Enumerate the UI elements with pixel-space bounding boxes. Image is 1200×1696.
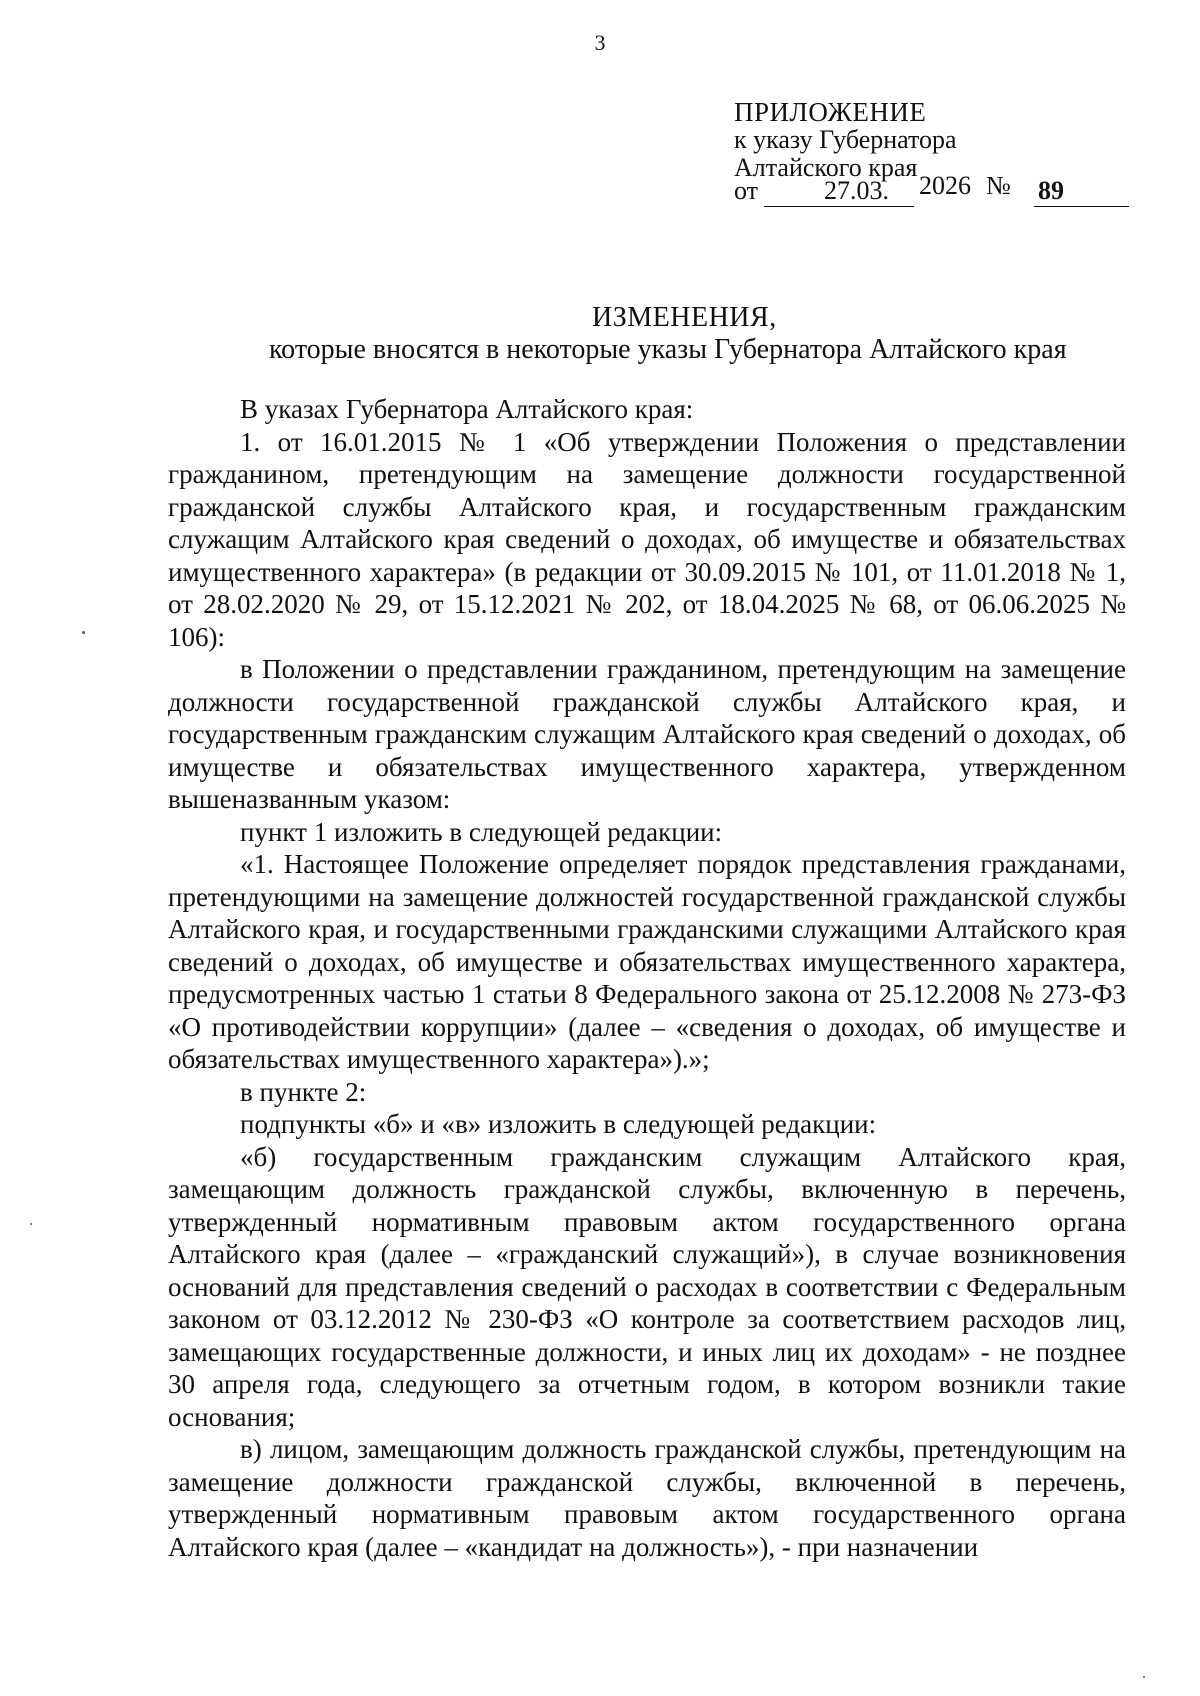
document-body bbox=[168, 393, 1126, 1563]
paragraph-subclause-b: «б) государственным гражданским служащим Алтайского края, замещающим должность гражданской службы, включенную в перечень, утвержденный нормативным правовым актом государственного органа Алтайского края (далее – «гражданский служащий»), в случае возникновения оснований для представления сведений о расходах в соответствии с Федеральным законом от 03.12.2012 № 230-ФЗ «О контроле за соответствием расходов лиц, замещающих государственные должности, и иных лиц их доходам» - не позднее 30 апреля года, следующего за отчетным годом, в котором возникли такие основания; bbox=[168, 1141, 1126, 1432]
scan-speck bbox=[30, 1223, 32, 1225]
paragraph-subclauses-heading: подпункты «б» и «в» изложить в следующей редакции: bbox=[240, 1109, 877, 1139]
date-underline bbox=[764, 206, 914, 207]
paragraph-item-1: 1. от 16.01.2015 № 1 «Об утверждении Положения о представлении гражданином, претендующим на замещение должности государственной гражданской службы Алтайского края, и государственным гражданским служащим Алтайского края сведений о доходах, об имуществе и обязательствах имущественного характера» (в редакции от 30.09.2015 № 101, от 11.01.2018 № 1, от 28.02.2020 № 29, от 15.12.2021 № 202, от 18.04.2025 № 68, от 06.06.2025 № 106): bbox=[168, 426, 1126, 652]
title-subtitle: которые вносятся в некоторые указы Губернатора Алтайского края bbox=[269, 334, 1067, 365]
paragraph-subclause-v: в) лицом, замещающим должность гражданской службы, претендующим на замещение должности гражданской службы, включенной в перечень, утвержденный нормативным правовым актом государственного органа Алтайского края (далее – «кандидат на должность»), - при назначении bbox=[168, 1434, 1126, 1562]
scan-speck bbox=[1143, 1676, 1145, 1678]
appendix-line-1: к указу Губернатора bbox=[734, 125, 957, 154]
number-value: 89 bbox=[1038, 176, 1064, 205]
from-label: от bbox=[734, 176, 759, 205]
date-value: 27.03. bbox=[824, 176, 889, 205]
page-number: 3 bbox=[594, 30, 606, 55]
appendix-block bbox=[734, 98, 957, 182]
appendix-line-2: Алтайского края bbox=[734, 153, 918, 182]
year-value: 2026 bbox=[919, 171, 971, 200]
paragraph-in-regulation: в Положении о представлении гражданином, претендующим на замещение должности государственной гражданской службы Алтайского края, и государственным гражданским служащим Алтайского края сведений о доходах, об имуществе и обязательствах имущественного характера, утвержденном вышеназванным указом: bbox=[168, 654, 1126, 814]
paragraph-intro: В указах Губернатора Алтайского края: bbox=[240, 394, 694, 424]
title-main: ИЗМЕНЕНИЯ, bbox=[592, 302, 777, 333]
paragraph-clause-2-heading: в пункте 2: bbox=[240, 1076, 367, 1107]
paragraph-clause-1-text: «1. Настоящее Положение определяет порядок представления гражданами, претендующими на замещение должностей государственной гражданской службы Алтайского края, и государственными гражданскими служащими Алтайского края сведений о доходах, об имуществе и обязательствах имущественного характера, предусмотренных частью 1 статьи 8 Федерального закона от 25.12.2008 № 273-ФЗ «О противодействии коррупции» (далее – «сведения о доходах, об имуществе и обязательствах имущественного характера»).»; bbox=[168, 849, 1126, 1074]
appendix-heading: ПРИЛОЖЕНИЕ bbox=[734, 97, 927, 127]
number-sign: № bbox=[986, 171, 1011, 200]
scan-speck bbox=[82, 631, 85, 634]
paragraph-clause-1-heading: пункт 1 изложить в следующей редакции: bbox=[240, 816, 723, 847]
number-underline bbox=[1034, 206, 1129, 207]
